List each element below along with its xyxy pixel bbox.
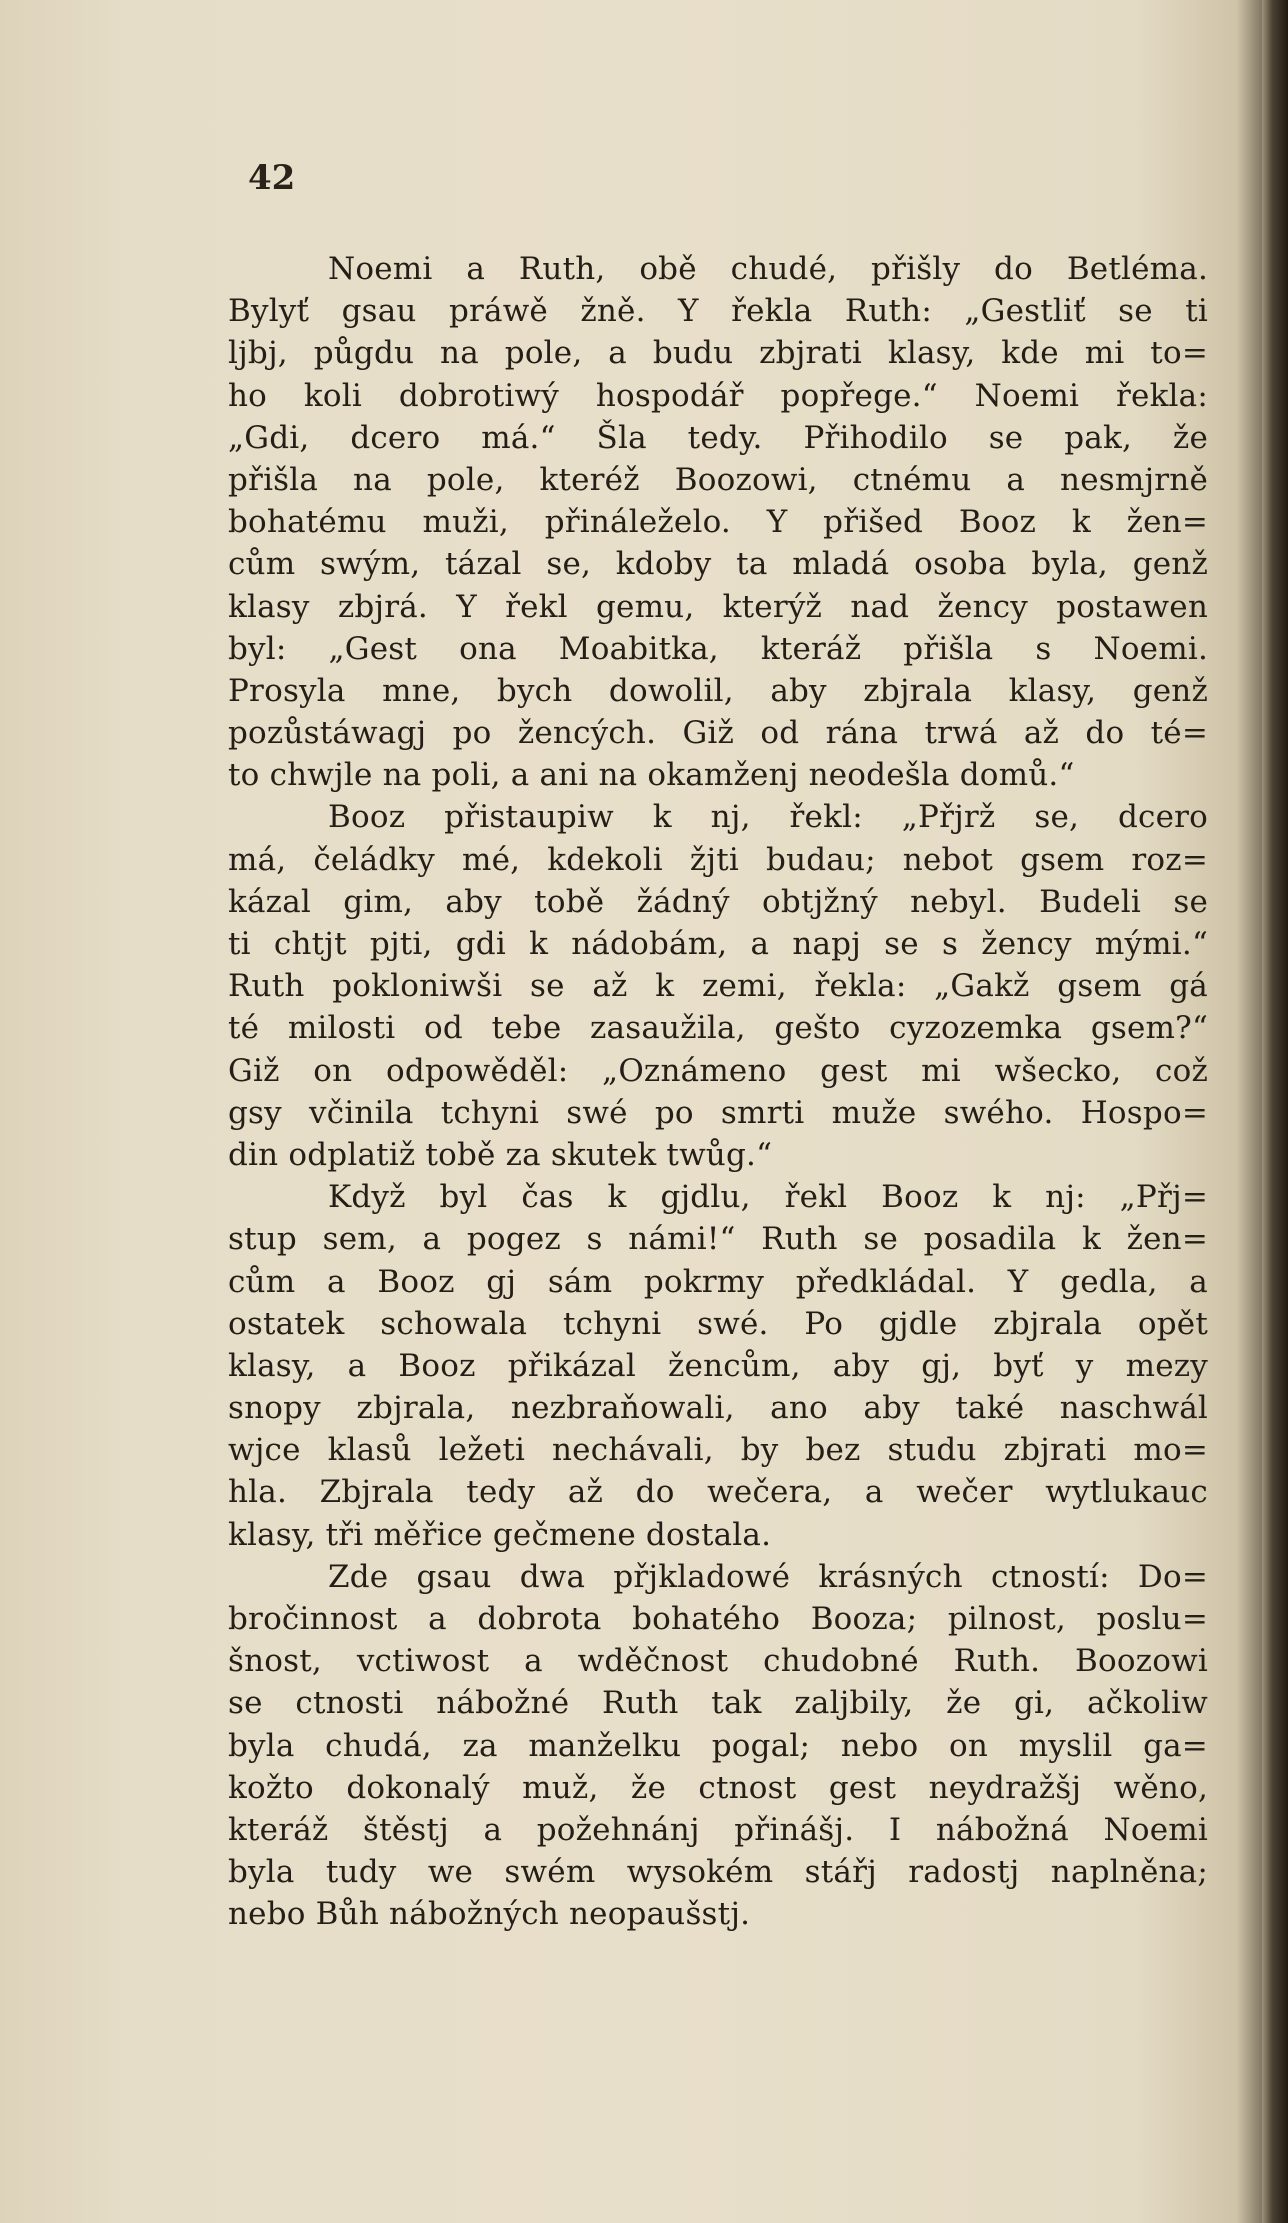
body-text <box>228 248 1208 1936</box>
text-line: ho koli dobrotiwý hospodář popřege.“ Noemi řekla: <box>228 377 1208 414</box>
text-line: cům a Booz gj sám pokrmy předkládal. Y gedla, a <box>228 1263 1208 1300</box>
page-number: 42 <box>248 158 296 198</box>
text-line: byla tudy we swém wysokém stářj radostj naplněna; <box>228 1854 1208 1891</box>
text-line: snopy zbjrala, nezbraňowali, ano aby také naschwál <box>228 1390 1208 1427</box>
text-line: přišla na pole, kteréž Boozowi, ctnému a nesmjrně <box>228 461 1208 498</box>
text-line: Giž on odpowěděl: „Oznámeno gest mi wšecko, což <box>228 1052 1208 1089</box>
text-line: klasy zbjrá. Y řekl gemu, kterýž nad žency postawen <box>228 588 1208 625</box>
text-line: ljbj, půgdu na pole, a budu zbjrati klasy, kde mi to= <box>228 335 1208 372</box>
text-line: klasy, a Booz přikázal žencům, aby gj, byť y mezy <box>228 1347 1208 1384</box>
text-line: Prosyla mne, bych dowolil, aby zbjrala klasy, genž <box>228 672 1208 709</box>
text-line: „Gdi, dcero má.“ Šla tedy. Přihodilo se pak, že <box>228 419 1208 456</box>
text-line: Když byl čas k gjdlu, řekl Booz k nj: „Přj= <box>328 1179 1208 1216</box>
text-line: hla. Zbjrala tedy až do wečera, a wečer wytlukauc <box>228 1474 1208 1511</box>
text-line: Zde gsau dwa přjkladowé krásných ctností: Do= <box>328 1558 1208 1595</box>
text-line: ostatek schowala tchyni swé. Po gjdle zbjrala opět <box>228 1305 1208 1342</box>
text-line: Noemi a Ruth, obě chudé, přišly do Betléma. <box>328 251 1208 287</box>
text-line: stup sem, a pogez s námi!“ Ruth se posadila k žen= <box>228 1221 1208 1258</box>
text-line: Booz přistaupiw k nj, řekl: „Přjrž se, dcero <box>328 799 1208 836</box>
text-line: nebo Bůh nábožných neopaušstj. <box>228 1896 751 1933</box>
text-line: šnost, vctiwost a wděčnost chudobné Ruth. Boozowi <box>228 1643 1208 1680</box>
text-line: byla chudá, za manželku pogal; nebo on myslil ga= <box>228 1727 1208 1764</box>
text-line: gsy včinila tchyni swé po smrti muže swého. Hospo= <box>228 1094 1208 1131</box>
text-line: to chwjle na poli, a ani na okamženj neodešla domů.“ <box>228 757 1075 794</box>
text-line: kteráž štěstj a požehnánj přinášj. I nábožná Noemi <box>228 1811 1208 1848</box>
text-line: byl: „Gest ona Moabitka, kteráž přišla s Noemi. <box>228 630 1208 667</box>
text-line: kožto dokonalý muž, že ctnost gest neydražšj wěno, <box>228 1769 1208 1806</box>
text-line: Bylyť gsau práwě žně. Y řekla Ruth: „Gestliť se ti <box>228 293 1208 330</box>
book-gutter <box>1262 0 1288 2223</box>
text-line: se ctnosti nábožné Ruth tak zaljbily, že gi, ačkoliw <box>228 1685 1208 1722</box>
text-line: din odplatiž tobě za skutek twůg.“ <box>228 1136 773 1173</box>
text-line: bročinnost a dobrota bohatého Booza; pilnost, poslu= <box>228 1601 1208 1637</box>
text-line: má, čeládky mé, kdekoli žjti budau; nebot gsem roz= <box>228 841 1208 878</box>
text-line: té milosti od tebe zasaužila, gešto cyzozemka gsem?“ <box>228 1010 1208 1047</box>
text-line: wjce klasů ležeti nechávali, by bez studu zbjrati mo= <box>228 1432 1208 1469</box>
text-line: klasy, tři měřice gečmene dostala. <box>228 1516 772 1553</box>
text-line: cům swým, tázal se, kdoby ta mladá osoba byla, genž <box>228 546 1208 583</box>
text-line: bohatému muži, přináleželo. Y přišed Booz k žen= <box>228 504 1208 541</box>
text-line: pozůstáwagj po žencých. Giž od rána trwá až do té= <box>228 715 1208 752</box>
text-line: ti chtjt pjti, gdi k nádobám, a napj se s žency mými.“ <box>228 926 1208 962</box>
text-line: kázal gim, aby tobě žádný obtjžný nebyl. Budeli se <box>228 883 1208 920</box>
text-line: Ruth pokloniwši se až k zemi, řekla: „Gakž gsem gá <box>228 968 1208 1005</box>
